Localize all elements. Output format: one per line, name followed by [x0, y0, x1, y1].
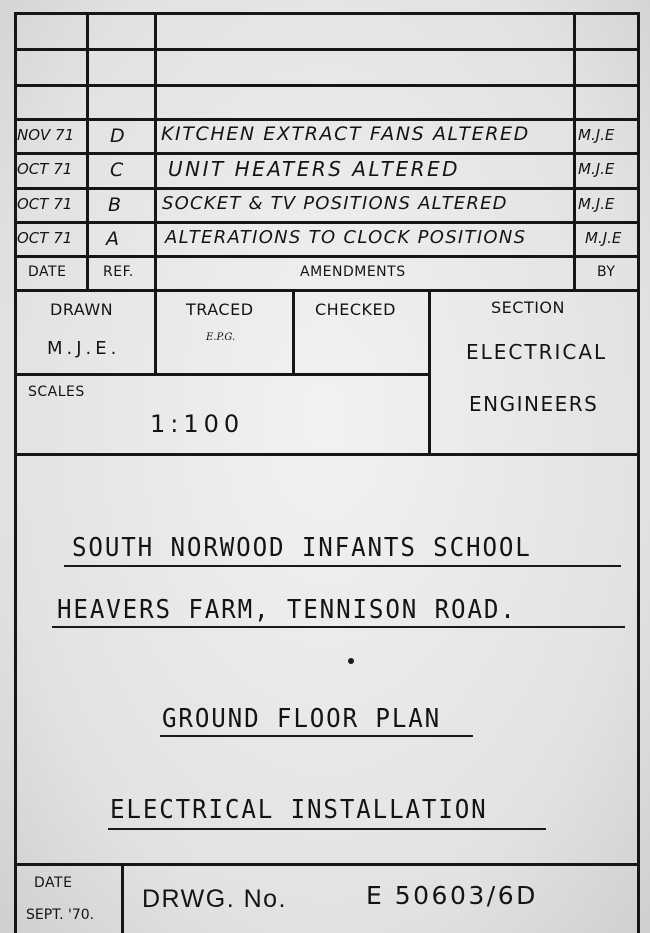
title-line1-underline: [64, 565, 621, 567]
title-line4: ELECTRICAL INSTALLATION: [110, 795, 488, 825]
drawing-number-label: DRWG. No.: [142, 885, 287, 913]
rule: [14, 118, 638, 121]
drawn-label: DRAWN: [50, 300, 114, 319]
footer-date-value: SEPT. '70.: [26, 907, 95, 923]
header-ref: REF.: [103, 264, 134, 280]
traced-value: E.P.G.: [206, 332, 236, 343]
rule: [14, 48, 638, 51]
rule: [14, 187, 638, 190]
amend-ref-a: A: [106, 228, 121, 250]
title-line1: SOUTH NORWOOD INFANTS SCHOOL: [72, 533, 532, 563]
section-label: SECTION: [491, 298, 565, 317]
scales-value: 1:100: [150, 410, 245, 438]
section-line2: ENGINEERS: [469, 392, 599, 416]
col-rule: [428, 289, 431, 455]
col-rule: [292, 289, 295, 375]
separator-dot: [348, 658, 354, 664]
traced-label: TRACED: [186, 300, 254, 319]
amend-ref-b: B: [108, 194, 124, 216]
header-by: BY: [597, 264, 616, 280]
drawing-number-value: E 50603/6D: [366, 881, 538, 910]
amend-date-d: NOV 71: [17, 126, 75, 144]
drawn-value: M.J.E.: [47, 338, 121, 359]
title-line2-underline: [52, 626, 625, 628]
title-line3-underline: [160, 735, 473, 737]
border-left: [14, 12, 17, 933]
amend-by-c: M.J.E: [578, 160, 615, 178]
title-line4-underline: [108, 828, 546, 830]
header-date: DATE: [28, 264, 67, 280]
amend-by-d: M.J.E: [578, 126, 615, 144]
col-rule: [121, 863, 124, 933]
rule: [14, 255, 638, 258]
amend-by-b: M.J.E: [578, 195, 615, 213]
header-amendments: AMENDMENTS: [300, 264, 406, 280]
col-rule: [154, 289, 157, 375]
rule: [14, 84, 638, 87]
amend-text-b: SOCKET & TV POSITIONS ALTERED: [162, 193, 508, 214]
amend-date-c: OCT 71: [17, 160, 73, 178]
scales-label: SCALES: [28, 384, 85, 400]
amend-date-a: OCT 71: [17, 229, 73, 247]
footer-date-label: DATE: [34, 875, 73, 891]
checked-label: CHECKED: [315, 300, 396, 319]
amend-date-b: OCT 71: [17, 195, 73, 213]
amend-text-d: KITCHEN EXTRACT FANS ALTERED: [161, 123, 530, 145]
title-line2: HEAVERS FARM, TENNISON ROAD.: [57, 595, 517, 625]
title-line3: GROUND FLOOR PLAN: [162, 704, 442, 734]
rule: [14, 12, 638, 15]
col-rule: [573, 12, 576, 291]
amend-by-a: M.J.E: [585, 229, 622, 247]
amend-text-a: ALTERATIONS TO CLOCK POSITIONS: [165, 227, 527, 248]
col-rule: [154, 12, 157, 291]
rule: [14, 289, 638, 292]
rule: [14, 152, 638, 155]
border-right: [637, 12, 640, 933]
rule: [14, 221, 638, 224]
section-line1: ELECTRICAL: [466, 340, 608, 364]
col-rule: [86, 12, 89, 291]
rule: [14, 373, 431, 376]
rule: [14, 863, 638, 866]
amend-ref-c: C: [110, 159, 126, 181]
rule: [14, 453, 638, 456]
amend-text-c: UNIT HEATERS ALTERED: [168, 157, 461, 181]
amend-ref-d: D: [110, 125, 127, 147]
